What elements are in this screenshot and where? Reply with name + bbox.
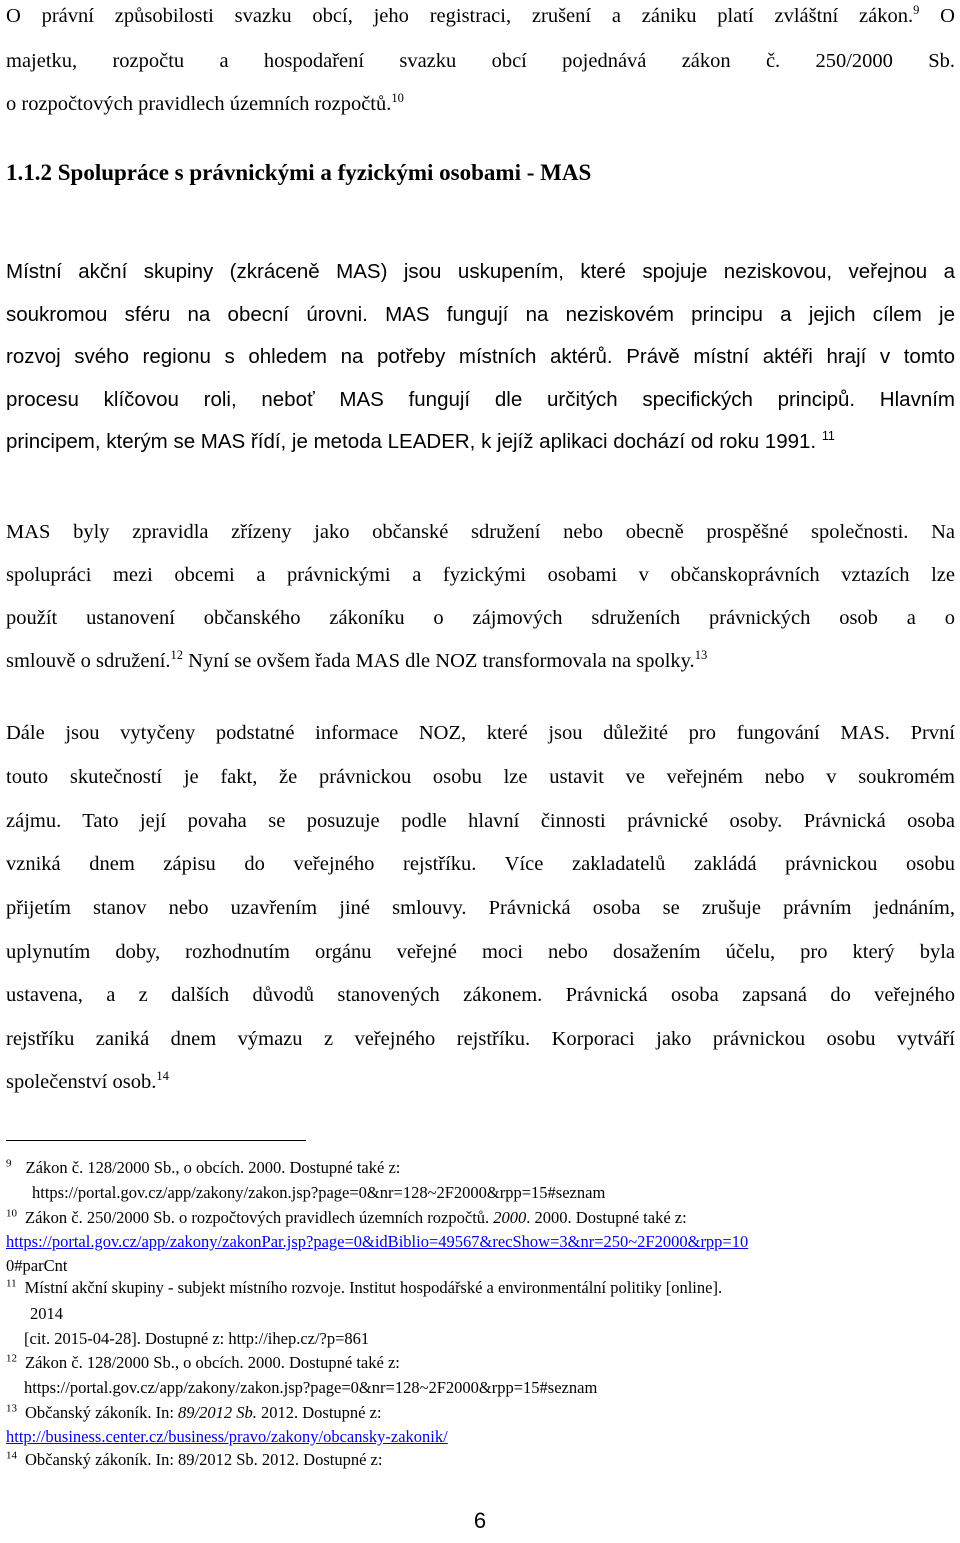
body-text-line: ustavena, a z dalších důvodů stanovených zákonem. Právnická osoba zapsaná do veřejného: [6, 984, 955, 1006]
footnote-11-year: 2014: [30, 1304, 63, 1323]
body-text-line: rejstříku zaniká dnem výmazu z veřejného rejstříku. Korporaci jako právnickou osobu vytváří: [6, 1028, 955, 1050]
body-text-line: Místní akční skupiny (zkráceně MAS) jsou uskupením, které spojuje neziskovou, veřejnou a: [6, 260, 955, 283]
body-text-line: smlouvě o sdružení.$^{12}$ Nyní se ovšem řada MAS dle NOZ transformovala na spolky.$^{13}$: [6, 648, 708, 672]
body-text-line: rozvoj svého regionu s ohledem na potřeby místních aktérů. Právě místní aktéři hrají v tomto: [6, 345, 955, 368]
footnote-9-url: https://portal.gov.cz/app/zakony/zakon.jsp?page=0&nr=128~2F2000&rpp=15#seznam: [32, 1183, 606, 1202]
body-text-line: O právní způsobilosti svazku obcí, jeho registraci, zrušení a zániku platí zvláštní zákon.$^9$ O: [6, 3, 955, 27]
footnote-13-link[interactable]: http://business.center.cz/business/pravo/zakony/obcansky-zakonik/: [6, 1427, 448, 1446]
body-text-line: přijetím stanov nebo uzavřením jiné smlouvy. Právnická osoba se zrušuje právním jednáním,: [6, 897, 955, 919]
body-text-line: společenství osob.$^{14}$: [6, 1069, 169, 1093]
body-text-line: zájmu. Tato její povaha se posuzuje podle hlavní činnosti právnické osoby. Právnická osoba: [6, 810, 955, 832]
body-text-line: Dále jsou vytyčeny podstatné informace NOZ, které jsou důležité pro fungování MAS. První: [6, 722, 955, 744]
footnote-ref[interactable]: 9: [913, 3, 920, 18]
body-text-line: procesu klíčovou roli, neboť MAS fungují dle určitých specifických principů. Hlavním: [6, 388, 955, 411]
body-text-line: použít ustanovení občanského zákoníku o zájmových sdruženích právnických osob a o: [6, 607, 955, 629]
footnote-14: $^{14}$ Občanský zákoník. In: 89/2012 Sb. 2012. Dostupné z:: [6, 1449, 383, 1469]
footnote-separator: [6, 1140, 306, 1141]
body-text-line: soukromou sféru na obecní úrovni. MAS fungují na neziskovém principu a jejich cílem je: [6, 303, 955, 326]
body-text-line: MAS byly zpravidla zřízeny jako občanské sdružení nebo obecně prospěšné společnosti. Na: [6, 521, 955, 543]
footnote-ref[interactable]: 14: [156, 1069, 169, 1084]
footnote-10-link[interactable]: https://portal.gov.cz/app/zakony/zakonPar.jsp?page=0&idBiblio=49567&recShow=3&nr=250~2F2000&rpp=10: [6, 1232, 749, 1251]
body-text-line: uplynutím doby, rozhodnutím orgánu veřejné moci nebo dosažením účelu, pro který byla: [6, 941, 955, 963]
footnote-ref[interactable]: 13: [694, 648, 708, 663]
body-text-line: majetku, rozpočtu a hospodaření svazku obcí pojednává zákon č. 250/2000 Sb.: [6, 50, 955, 72]
footnote-ref[interactable]: 10: [391, 91, 404, 106]
footnote-13: $^{13}$ Občanský zákoník. In: 89/2012 Sb. 2012. Dostupné z:: [6, 1402, 382, 1422]
body-text-line: principem, kterým se MAS řídí, je metoda LEADER, k jejíž aplikaci dochází od roku 1991. $^{11}$: [6, 429, 835, 453]
body-text-line: o rozpočtových pravidlech územních rozpočtů.$^{10}$: [6, 91, 404, 115]
footnote-ref[interactable]: 11: [821, 429, 835, 444]
footnote-12: $^{12}$ Zákon č. 128/2000 Sb., o obcích. 2000. Dostupné také z:: [6, 1352, 400, 1372]
footnote-11: $^{11}$ Místní akční skupiny - subjekt místního rozvoje. Institut hospodářské a environmentální politiky [online].: [6, 1277, 723, 1297]
footnote-9: $^9$ Zákon č. 128/2000 Sb., o obcích. 2000. Dostupné také z:: [6, 1157, 401, 1177]
body-text-line: spolupráci mezi obcemi a právnickými a fyzickými osobami v občanskoprávních vztazích lze: [6, 564, 955, 586]
section-heading: 1.1.2 Spolupráce s právnickými a fyzickými osobami - MAS: [6, 160, 592, 185]
footnote-10: $^{10}$ Zákon č. 250/2000 Sb. o rozpočtových pravidlech územních rozpočtů. 2000. 2000. Dostupné také z:: [6, 1207, 687, 1227]
footnote-10-cont: 0#parCnt: [6, 1256, 68, 1275]
footnote-ref[interactable]: 12: [170, 648, 184, 663]
footnote-11-cite: [cit. 2015-04-28]. Dostupné z: http://ihep.cz/?p=861: [24, 1329, 370, 1348]
body-text-line: vzniká dnem zápisu do veřejného rejstříku. Více zakladatelů zakládá právnickou osobu: [6, 853, 955, 875]
page-number: 6: [473, 1508, 487, 1533]
body-text-line: touto skutečností je fakt, že právnickou osobu lze ustavit ve veřejném nebo v soukromém: [6, 766, 955, 788]
footnote-12-url: https://portal.gov.cz/app/zakony/zakon.jsp?page=0&nr=128~2F2000&rpp=15#seznam: [24, 1378, 598, 1397]
